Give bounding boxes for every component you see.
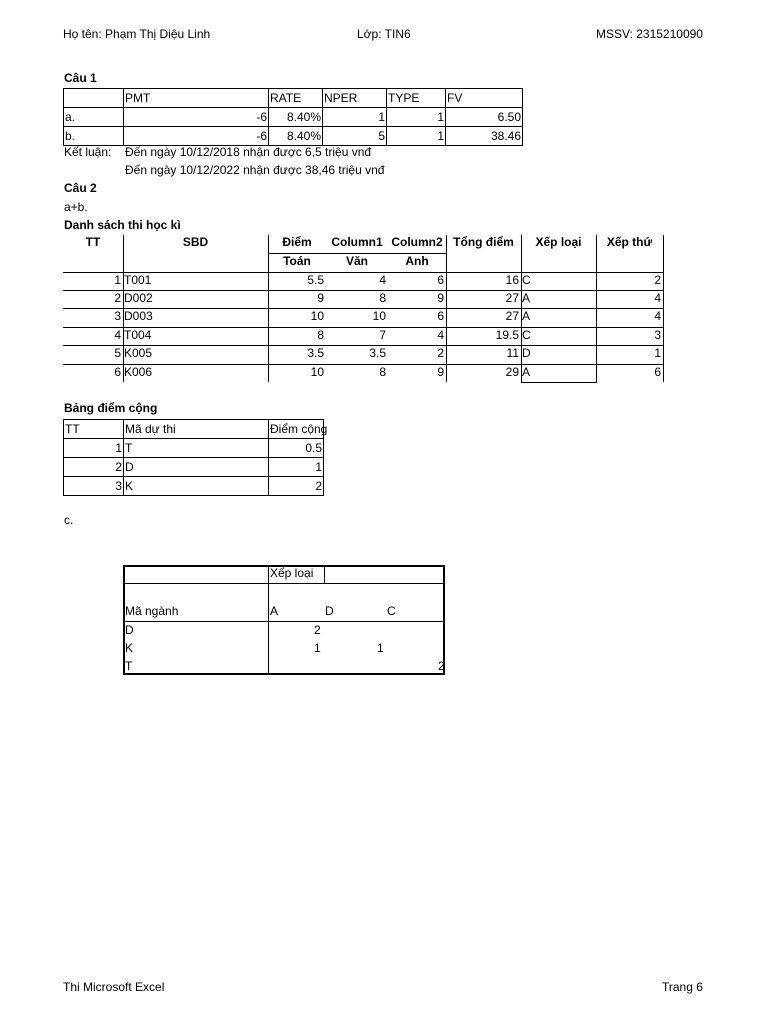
- column-header-tong-diem: Tổng điểm: [453, 235, 514, 249]
- bonus-table: [63, 419, 328, 496]
- table-cell: -6: [124, 127, 269, 146]
- table-cell: 8: [379, 365, 386, 379]
- table-cell: D003: [124, 309, 153, 323]
- table-row: [64, 477, 324, 496]
- table-cell: 1: [654, 346, 661, 360]
- table-cell: 4: [654, 309, 661, 323]
- table-cell: 10: [372, 309, 386, 323]
- conclusion-label: Kết luận:: [64, 145, 112, 159]
- table-row: [64, 127, 523, 146]
- column-header-column1: Column1: [331, 235, 383, 249]
- table-cell: 2: [64, 458, 124, 477]
- table-cell: 1: [64, 439, 124, 458]
- table-cell: 4: [437, 328, 444, 342]
- table-cell: 29: [505, 365, 519, 379]
- table-cell: 9: [317, 291, 324, 305]
- table-cell: 1: [387, 108, 446, 127]
- table-cell: 2: [437, 346, 444, 360]
- table-cell: K005: [124, 346, 153, 360]
- pivot-border: [123, 565, 445, 675]
- table-cell: 27: [505, 291, 519, 305]
- table-cell: 9: [437, 291, 444, 305]
- table-cell: 8: [317, 328, 324, 342]
- header-student-id: MSSV: 2315210090: [596, 27, 703, 41]
- pivot-cell: 2: [314, 623, 321, 637]
- table-cell: A: [522, 309, 531, 323]
- bonus-header-cell: TT: [64, 420, 124, 439]
- table-cell: 8: [379, 291, 386, 305]
- table-cell: 10: [310, 309, 324, 323]
- table-cell: 11: [506, 346, 519, 360]
- table-cell: 3.5: [369, 346, 386, 360]
- pivot-column-item: C: [387, 604, 396, 618]
- pivot-row-label: T: [125, 659, 133, 673]
- table-cell: b.: [64, 127, 124, 146]
- table-cell: A: [522, 365, 531, 379]
- table-cell: D: [522, 346, 531, 360]
- table-cell: -6: [124, 108, 269, 127]
- table-cell: C: [522, 273, 531, 287]
- table-cell: 8.40%: [269, 127, 323, 146]
- table-cell: D002: [124, 291, 153, 305]
- table-row: [64, 108, 523, 127]
- grid-line: [123, 583, 445, 584]
- bonus-header-row: [64, 420, 324, 439]
- column-header-sbd: SBD: [182, 235, 209, 249]
- grid-line: [123, 621, 445, 622]
- pivot-cell: 2: [438, 659, 445, 673]
- cau1-header-cell: RATE: [269, 89, 323, 108]
- table-cell: T004: [124, 328, 152, 342]
- table-cell: 0.5: [269, 439, 324, 458]
- table-cell: 6: [114, 365, 121, 379]
- table-cell: 6.50: [446, 108, 523, 127]
- cau1-table: [63, 88, 523, 146]
- cau1-header-cell: PMT: [124, 89, 269, 108]
- table-cell: D: [124, 458, 269, 477]
- column-header-xep-loai: Xếp loại: [535, 235, 582, 249]
- table-cell: 6: [654, 365, 661, 379]
- pivot-cell: 1: [377, 641, 384, 655]
- column-subheader-anh: Anh: [405, 254, 429, 268]
- table-cell: 6: [437, 273, 444, 287]
- grid-line: [324, 565, 325, 583]
- footer-page-number: Trang 6: [662, 980, 703, 994]
- column-header-tt: TT: [85, 235, 101, 249]
- header-name: Họ tên: Phạm Thị Diệu Linh: [63, 27, 211, 41]
- column-header-column2: Column2: [391, 235, 443, 249]
- table-cell: 1: [387, 127, 446, 146]
- pivot-row-label: K: [125, 641, 134, 655]
- bonus-header-cell: Mã dự thi: [124, 420, 269, 439]
- table-cell: 2: [654, 273, 661, 287]
- table-cell: 3.5: [307, 346, 324, 360]
- grid-line: [268, 565, 269, 675]
- table-cell: a.: [64, 108, 124, 127]
- cau2-sub-ab: a+b.: [64, 200, 88, 214]
- table-cell: 2: [114, 291, 121, 305]
- table-cell: 2: [269, 477, 324, 496]
- cau2-sub-c: c.: [64, 513, 74, 527]
- cau1-header-cell: FV: [446, 89, 523, 108]
- table-cell: C: [522, 328, 531, 342]
- table-cell: 16: [505, 273, 519, 287]
- cau2-title: Câu 2: [64, 181, 97, 195]
- table-cell: K: [124, 477, 269, 496]
- pivot-column-field: Xếp loại: [270, 566, 314, 580]
- table-cell: T001: [124, 273, 152, 287]
- table-cell: 7: [379, 328, 386, 342]
- table-cell: 3: [114, 309, 121, 323]
- table-cell: 19.5: [495, 328, 519, 342]
- cau1-header-cell: [64, 89, 124, 108]
- conclusion-line-1: Đến ngày 10/12/2018 nhận được 6,5 triệu vnđ: [125, 145, 372, 159]
- grid-line: [268, 253, 446, 254]
- header-class: Lớp: TIN6: [357, 27, 411, 41]
- pivot-row-field: Mã ngành: [125, 604, 179, 618]
- grid-line: [521, 382, 597, 383]
- bonus-table-title: Bảng điểm cộng: [64, 401, 158, 415]
- table-cell: 1: [323, 108, 387, 127]
- table-cell: 4: [379, 273, 386, 287]
- bonus-header-cell: Điểm cộng: [269, 420, 324, 439]
- column-subheader-van: Văn: [345, 254, 368, 268]
- table-row: [64, 439, 324, 458]
- table-cell: 27: [505, 309, 519, 323]
- table-cell: 1: [269, 458, 324, 477]
- pivot-column-item: A: [270, 604, 279, 618]
- pivot-row-label: D: [125, 623, 134, 637]
- pivot-column-item: D: [325, 604, 334, 618]
- table-cell: 4: [654, 291, 661, 305]
- table-cell: 1: [114, 273, 121, 287]
- table-cell: 3: [64, 477, 124, 496]
- table-cell: K006: [124, 365, 153, 379]
- table-cell: 38.46: [446, 127, 523, 146]
- column-header-diem: Điểm: [282, 235, 312, 249]
- column-header-xep-thu: Xếp thứ: [606, 235, 653, 249]
- footer-left: Thi Microsoft Excel: [63, 980, 165, 994]
- cau1-title: Câu 1: [64, 71, 97, 85]
- table-cell: 3: [654, 328, 661, 342]
- table-cell: 10: [310, 365, 324, 379]
- table-cell: 5: [323, 127, 387, 146]
- pivot-cell: 1: [314, 641, 321, 655]
- exam-list-title: Danh sách thi học kì: [64, 218, 181, 232]
- column-subheader-toan: Toán: [283, 254, 311, 268]
- table-row: [64, 458, 324, 477]
- table-cell: 9: [437, 365, 444, 379]
- table-cell: 5.5: [307, 273, 324, 287]
- cau1-header-row: [64, 89, 523, 108]
- table-cell: T: [124, 439, 269, 458]
- table-cell: 4: [114, 328, 121, 342]
- conclusion-line-2: Đến ngày 10/12/2022 nhận được 38,46 triệu vnđ: [125, 163, 385, 177]
- table-cell: 6: [437, 309, 444, 323]
- table-cell: 5: [114, 346, 121, 360]
- table-cell: 8.40%: [269, 108, 323, 127]
- cau1-header-cell: TYPE: [387, 89, 446, 108]
- table-cell: A: [522, 291, 531, 305]
- cau1-header-cell: NPER: [323, 89, 387, 108]
